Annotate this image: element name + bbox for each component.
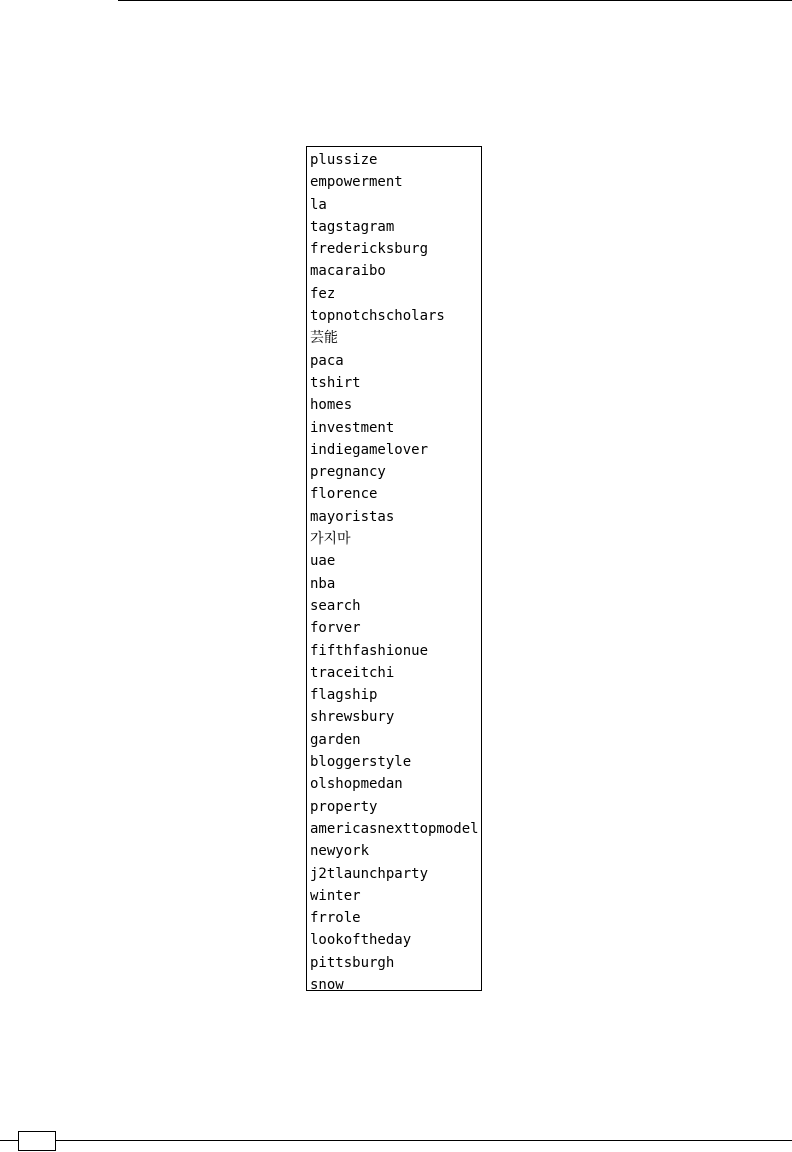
hashtag-item: shrewsbury xyxy=(310,709,395,726)
hashtag-item: topnotchscholars xyxy=(310,308,445,325)
hashtag-item: investment xyxy=(310,419,395,436)
hashtag-item: tagstagram xyxy=(310,218,395,235)
hashtag-item: fifthfashionue xyxy=(310,642,429,659)
footer-rule xyxy=(0,1140,792,1141)
header-rule xyxy=(118,0,792,1)
hashtag-item: macaraibo xyxy=(310,263,386,280)
page-number-box xyxy=(18,1131,56,1151)
hashtag-item: property xyxy=(310,798,378,815)
hashtag-item: garden xyxy=(310,731,361,748)
hashtag-item: empowerment xyxy=(310,174,403,191)
hashtag-item: indiegamelover xyxy=(310,441,429,458)
hashtag-item: bloggerstyle xyxy=(310,754,412,771)
hashtag-item: flagship xyxy=(310,687,378,704)
hashtag-item: florence xyxy=(310,486,378,503)
hashtag-item: fez xyxy=(310,285,336,302)
hashtag-item: winter xyxy=(310,887,361,904)
hashtag-item: fredericksburg xyxy=(310,241,429,258)
hashtag-list xyxy=(310,149,481,996)
hashtag-item: olshopmedan xyxy=(310,776,403,793)
hashtag-item: paca xyxy=(310,352,344,369)
hashtag-item: search xyxy=(310,597,361,614)
hashtag-item: pittsburgh xyxy=(310,954,395,971)
hashtag-item: pregnancy xyxy=(310,464,386,481)
hashtag-item: newyork xyxy=(310,843,370,860)
hashtag-item: 가지마 xyxy=(310,531,351,548)
hashtag-item: snow xyxy=(310,976,344,993)
hashtag-item: uae xyxy=(310,553,336,570)
hashtag-item: lookoftheday xyxy=(310,932,412,949)
hashtag-item: americasnexttopmodel xyxy=(310,820,479,837)
hashtag-item: homes xyxy=(310,397,353,414)
hashtag-item: la xyxy=(310,196,327,213)
hashtag-item: plussize xyxy=(310,152,378,168)
hashtag-item: nba xyxy=(310,575,336,592)
hashtag-item: j2tlaunchparty xyxy=(310,865,429,882)
hashtag-item: traceitchi xyxy=(310,664,395,681)
hashtag-item: forver xyxy=(310,620,361,637)
hashtag-item: frrole xyxy=(310,910,361,927)
hashtag-item: tshirt xyxy=(310,374,361,391)
hashtag-item: mayoristas xyxy=(310,508,395,525)
hashtag-item: 芸能 xyxy=(310,330,338,347)
hashtag-output-box xyxy=(306,146,482,991)
